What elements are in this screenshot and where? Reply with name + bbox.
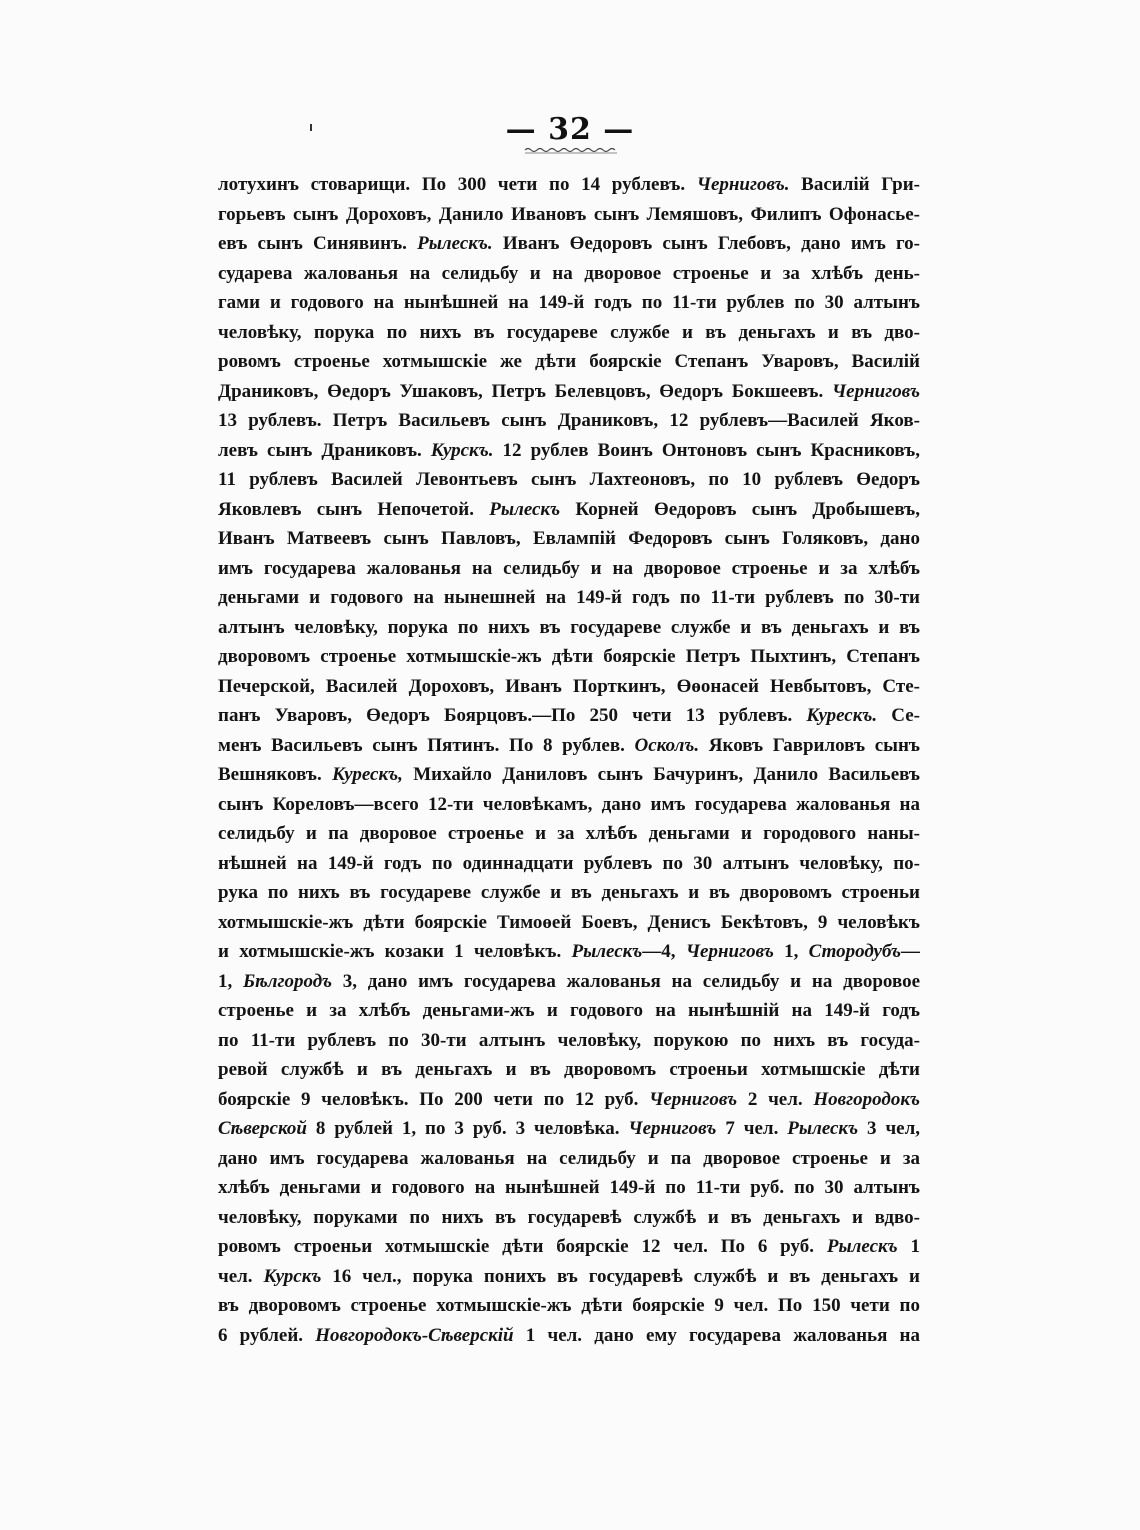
text-segment: 16 чел., порука понихъ въ государевѣ службѣ и въ деньгахъ и (321, 1265, 920, 1287)
text-segment: менъ Васильевъ сынъ Пятинъ. По 8 рублев. (218, 734, 635, 756)
place-name: Черниговъ. (696, 174, 790, 195)
text-segment: селидьбу и па дворовое строенье и за хлѣбъ деньгами и городового наны- (218, 823, 920, 844)
text-segment: рука по нихъ въ государеве службе и въ деньгахъ и въ дворовомъ строеньи (218, 882, 920, 903)
text-segment: Иванъ Өедоровъ сынъ Глебовъ, дано имъ го- (492, 233, 920, 254)
text-segment: — (901, 941, 920, 962)
text-line (218, 613, 920, 643)
text-segment: ровомъ строеньи хотмышскіе дѣти боярскіе 12 чел. По 6 руб. (218, 1236, 827, 1257)
text-line (218, 908, 920, 938)
text-line (218, 318, 920, 348)
text-line (218, 1262, 920, 1292)
text-segment: хлѣбъ деньгами и годового на нынѣшней 149-й по 11-ти руб. по 30 алтынъ (218, 1177, 920, 1198)
text-segment: 7 чел. (716, 1118, 788, 1139)
text-line (218, 1144, 920, 1174)
text-segment: 3, дано имъ государева жалованья на селидьбу и на дворовое (331, 970, 920, 992)
text-segment: чел. (218, 1265, 264, 1287)
text-segment: человѣку, поруками по нихъ въ государевѣ службѣ и въ деньгахъ и вдво- (218, 1206, 920, 1228)
place-name: Рылескъ (826, 1236, 898, 1257)
text-segment: сынъ Кореловъ—всего 12-ти человѣкамъ, дано имъ государева жалованья на (218, 793, 920, 815)
place-name: Бѣлгородъ (243, 970, 332, 992)
text-segment: горьевъ сынъ Дороховъ, Данило Ивановъ сынъ Лемяшовъ, Филипъ Офонасье- (218, 203, 920, 225)
text-line (218, 406, 920, 436)
text-segment: по 11-ти рублевъ по 30-ти алтынъ человѣку, порукою по нихъ въ госуда- (218, 1029, 920, 1051)
text-segment: —4, (642, 941, 686, 962)
text-segment: Яковлевъ сынъ Непочетой. (218, 498, 490, 520)
text-segment: левъ сынъ Драниковъ. (218, 439, 431, 461)
text-line (218, 495, 920, 525)
place-name: Курскъ (263, 1265, 322, 1287)
text-segment: деньгами и годового на нынешней на 149-й годъ по 11-ти рублевъ по 30-ти (218, 587, 920, 608)
text-segment: хотмышскіе-жъ дѣти боярскіе Тимоөей Боевъ, Денисъ Бекѣтовъ, 9 человѣкъ (218, 911, 920, 933)
text-segment: 1, (773, 941, 809, 962)
text-line (218, 1321, 920, 1351)
text-line (218, 790, 920, 820)
text-line (218, 200, 920, 230)
text-segment: евъ сынъ Синявинъ. (218, 233, 418, 254)
place-name: Рылескъ (489, 498, 561, 520)
place-name: Рылескъ (571, 941, 643, 962)
text-segment: 1, (218, 970, 244, 992)
text-line (218, 377, 920, 407)
text-segment: имъ государева жалованья на селидьбу и на дворовое строенье и за хлѣбъ (218, 557, 920, 579)
body-text (218, 170, 920, 1350)
text-line (218, 1026, 920, 1056)
text-segment: лотухинъ стоварищи. По 300 чети по 14 рублевъ. (218, 174, 697, 195)
text-segment: панъ Уваровъ, Өедоръ Боярцовъ.—По 250 чети 13 рублевъ. (218, 705, 807, 726)
place-name: Черниговъ (685, 941, 774, 962)
place-name: Черниговъ (831, 380, 920, 402)
text-segment: Иванъ Матвеевъ сынъ Павловъ, Евлампій Федоровъ сынъ Голяковъ, дано (218, 528, 920, 549)
text-segment: 13 рублевъ. Петръ Васильевъ сынъ Драниковъ, 12 рублевъ—Василей Яков- (218, 410, 920, 431)
text-line (218, 1173, 920, 1203)
text-line (218, 1085, 920, 1115)
text-line (218, 672, 920, 702)
text-segment: въ дворовомъ строенье хотмышскіе-жъ дѣти боярскіе 9 чел. По 150 чети по (218, 1295, 920, 1316)
text-segment: ровомъ строенье хотмышскіе же дѣти боярскіе Степанъ Уваровъ, Василій (218, 351, 920, 372)
text-segment: и хотмышскіе-жъ козаки 1 человѣкъ. (218, 941, 572, 962)
text-segment: человѣку, порука по нихъ въ государеве службе и въ деньгахъ и въ дво- (218, 321, 920, 343)
text-segment: ревой службѣ и въ деньгахъ и въ дворовомъ строеньи хотмышскіе дѣти (218, 1059, 920, 1080)
text-line (218, 1055, 920, 1085)
text-line (218, 996, 920, 1026)
text-segment: гами и годового на нынѣшней на 149-й годъ по 11-ти рублев по 30 алтынъ (218, 292, 920, 313)
text-segment: Печерской, Василей Дороховъ, Иванъ Порткинъ, Өөонасей Невбытовъ, Сте- (218, 675, 920, 697)
text-line (218, 229, 920, 259)
text-line (218, 554, 920, 584)
page-number: — 32 — (505, 112, 635, 147)
text-segment: 3 чел, (858, 1118, 920, 1139)
text-segment: Михайло Даниловъ сынъ Бачуринъ, Данило Васильевъ (402, 764, 920, 785)
place-name: Рылескъ (787, 1118, 859, 1139)
text-line (218, 731, 920, 761)
text-segment: Корней Өедоровъ сынъ Дробышевъ, (560, 498, 920, 520)
text-segment: 6 рублей. (218, 1324, 316, 1346)
text-line (218, 937, 920, 967)
text-segment: строенье и за хлѣбъ деньгами-жъ и годового на нынѣшній на 149-й годъ (218, 1000, 920, 1021)
text-line (218, 760, 920, 790)
text-line (218, 878, 920, 908)
place-name: Курскъ. (430, 439, 494, 461)
text-line (218, 288, 920, 318)
text-segment: боярскіе 9 человѣкъ. По 200 чети по 12 руб. (218, 1088, 650, 1110)
place-name: Черниговъ (628, 1118, 717, 1139)
text-segment: дворовомъ строенье хотмышскіе-жъ дѣти боярскіе Петръ Пыхтинъ, Степанъ (218, 646, 920, 667)
text-segment: дано имъ государева жалованья на селидьбу и па дворовое строенье и за (218, 1147, 920, 1169)
ornament-underline (523, 147, 619, 155)
text-line (218, 967, 920, 997)
text-segment: 2 чел. (737, 1088, 814, 1110)
text-line (218, 524, 920, 554)
text-segment: нѣшней на 149-й годъ по одиннадцати рублевъ по 30 алтынъ человѣку, по- (218, 852, 920, 874)
place-name: Курескъ, (332, 764, 403, 785)
text-line (218, 436, 920, 466)
text-segment: Се- (877, 705, 920, 726)
place-name: Сѣверской (218, 1118, 307, 1139)
place-name: Новгородокъ (813, 1088, 920, 1110)
text-line (218, 465, 920, 495)
text-segment: 1 чел. дано ему государева жалованья на (513, 1324, 920, 1346)
stray-mark (310, 124, 312, 131)
place-name: Рылескъ. (417, 233, 493, 254)
text-line (218, 1114, 920, 1144)
text-line (218, 583, 920, 613)
text-segment: Василій Гри- (789, 174, 920, 195)
text-line (218, 1291, 920, 1321)
text-line (218, 701, 920, 731)
text-segment: 11 рублевъ Василей Левонтьевъ сынъ Лахтеоновъ, по 10 рублевъ Өедоръ (218, 469, 920, 490)
text-line (218, 170, 920, 200)
text-line (218, 849, 920, 879)
text-segment: 8 рублей 1, по 3 руб. 3 человѣка. (306, 1118, 629, 1139)
place-name: Черниговъ (649, 1088, 738, 1110)
text-segment: сударева жалованья на селидьбу и на дворовое строенье и за хлѣбъ день- (218, 262, 920, 284)
text-line (218, 347, 920, 377)
place-name: Новгородокъ-Сѣверскій (315, 1324, 514, 1346)
text-line (218, 642, 920, 672)
place-name: Курескъ. (806, 705, 878, 726)
text-segment: 1 (897, 1236, 920, 1257)
text-line (218, 1203, 920, 1233)
text-segment: Яковъ Гавриловъ сынъ (699, 734, 920, 756)
text-segment: 12 рублев Воинъ Онтоновъ сынъ Красниковъ, (493, 439, 920, 461)
text-segment: алтынъ человѣку, порука по нихъ въ государеве службе и въ деньгахъ и въ (218, 616, 920, 638)
text-segment: Вешняковъ. (218, 764, 333, 785)
text-line (218, 1232, 920, 1262)
place-name: Стородубъ (808, 941, 902, 962)
text-segment: Драниковъ, Өедоръ Ушаковъ, Петръ Белевцовъ, Өедоръ Бокшеевъ. (218, 380, 832, 402)
text-line (218, 259, 920, 289)
text-line (218, 819, 920, 849)
place-name: Осколъ. (634, 734, 700, 756)
